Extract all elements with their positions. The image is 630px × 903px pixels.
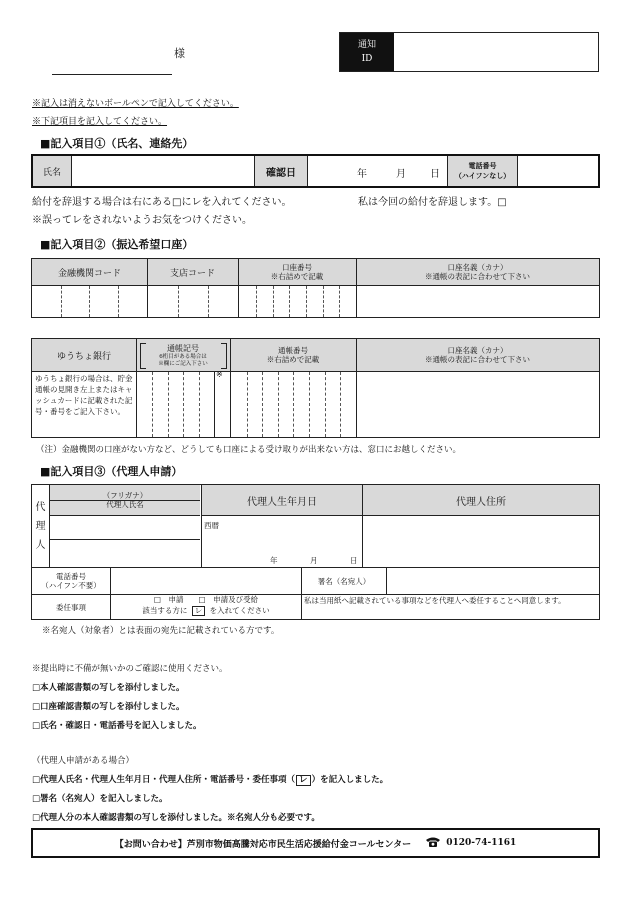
- signature-field[interactable]: [387, 568, 599, 594]
- bank-account-table: [31, 258, 600, 318]
- delegation-label: 委任事項: [32, 595, 111, 619]
- checklist-intro: ※提出時に不備が無いかのご確認に使用ください。: [32, 664, 228, 674]
- recipient-area: [52, 40, 185, 75]
- digit-divider: [89, 286, 90, 317]
- digit-divider: [214, 372, 215, 437]
- delegation-hint-b: を入れてください: [209, 605, 270, 615]
- agent-address-header: 代理人住所: [362, 485, 599, 516]
- confirm-date-label: 確認日: [254, 156, 308, 186]
- phone-label-2: （ハイフンなし）: [454, 171, 511, 180]
- passbook-number-field[interactable]: [231, 372, 356, 437]
- digit-divider: [309, 372, 310, 437]
- sama-label: 様: [174, 47, 185, 60]
- notice-id-field[interactable]: [396, 33, 598, 71]
- digit-divider: [247, 372, 248, 437]
- signature-label: 署名（名宛人）: [302, 568, 387, 594]
- agent-phone-field[interactable]: [111, 568, 302, 594]
- furigana-divider: [50, 500, 200, 501]
- digit-divider: [208, 286, 209, 317]
- month-unit: 月: [396, 169, 406, 180]
- account-name-header-2: ※通帳の表記に合わせて下さい: [425, 272, 530, 281]
- passbook-symbol-label: 通帳記号: [167, 344, 199, 354]
- yucho-account-name-header-1: 口座名義（カナ）: [447, 346, 508, 355]
- agent-checklist-item-1-b: ）を記入しました。: [311, 775, 389, 785]
- phone-label-1: 電話番号: [468, 161, 497, 171]
- birth-month-unit: 月: [310, 556, 318, 565]
- agent-vertical-char: 代: [35, 501, 46, 513]
- section3-title: ■記入項目③（代理人申請）: [40, 465, 183, 478]
- account-number-header-2: ※右詰めで記載: [270, 272, 324, 281]
- passbook-number-header-2: ※右詰めで記載: [266, 355, 320, 364]
- birth-day-unit: 日: [350, 556, 358, 565]
- agent-checklist-check-mark: レ: [296, 775, 311, 786]
- agent-checklist-item-1-a: □代理人氏名・代理人生年月日・代理人住所・電話番号・委任事項（: [32, 775, 296, 785]
- notice-id-label-1: 通知: [357, 39, 376, 50]
- yucho-account-name-field[interactable]: [357, 372, 599, 437]
- yucho-note: ゆうちょ銀行の場合は、貯金通帳の見開き左上またはキャッシュカードに記載された記号・番号をご記入下さい。: [35, 374, 133, 416]
- agent-vertical-label: [32, 485, 50, 567]
- digit-divider: [289, 286, 290, 317]
- decline-instruction: 給付を辞退する場合は右にある□にレを入れてください。: [32, 197, 292, 208]
- digit-divider: [340, 372, 341, 437]
- section2-footnote: （注）金融機関の口座がない方など、どうしても口座による受け取りが出来ない方は、窓口にお越しください。: [36, 445, 462, 455]
- bracket-right: [221, 343, 227, 369]
- checklist-item[interactable]: □本人確認書類の写しを添付しました。: [32, 683, 185, 693]
- digit-divider: [293, 372, 294, 437]
- note-2: ※下記項目を記入してください。: [32, 117, 168, 127]
- passbook-symbol-field[interactable]: [137, 372, 230, 437]
- note-1: ※記入は消えないボールペンで記入してください。: [32, 99, 239, 109]
- agent-name-field[interactable]: [50, 540, 200, 567]
- agent-phone-label-2: （ハイフン不要）: [41, 581, 101, 590]
- account-name-header: [356, 259, 599, 285]
- phone-icon: [425, 836, 441, 851]
- account-name-field[interactable]: [357, 286, 599, 317]
- yucho-account-name-header: [356, 339, 599, 371]
- day-unit: 日: [430, 169, 440, 180]
- account-number-header-1: 口座番号: [282, 263, 312, 272]
- year-unit: 年: [357, 169, 367, 180]
- digit-divider: [273, 286, 274, 317]
- digit-divider: [323, 286, 324, 317]
- contact-phone[interactable]: 0120-74-1161: [446, 838, 517, 848]
- agent-birth-field[interactable]: [201, 516, 362, 567]
- agent-vertical-char: 人: [35, 539, 46, 551]
- yucho-bank-header: ゆうちょ銀行: [56, 351, 111, 362]
- branch-code-field[interactable]: [148, 286, 238, 317]
- bank-code-header: 金融機関コード: [57, 268, 121, 279]
- name-label: 氏名: [33, 156, 72, 186]
- notice-id-label-2: ID: [361, 54, 373, 64]
- digit-divider: [306, 286, 307, 317]
- checklist-item[interactable]: □氏名・確認日・電話番号を記入しました。: [32, 721, 202, 731]
- passbook-symbol-note-2: ※欄にご記入下さい: [158, 360, 208, 367]
- yucho-account-name-header-2: ※通帳の表記に合わせて下さい: [425, 355, 530, 364]
- birth-year-unit: 年: [270, 556, 278, 565]
- decline-caution: ※誤ってレをされないようお気をつけください。: [32, 215, 252, 226]
- bracket-left: [140, 343, 146, 369]
- decline-checkbox[interactable]: 私は今回の給付を辞退します。□: [358, 197, 507, 208]
- bank-code-field[interactable]: [32, 286, 147, 317]
- delegation-check-mark: レ: [192, 606, 206, 616]
- delegation-hint-a: 該当する方に: [142, 605, 188, 615]
- agent-name-label: 代理人氏名: [106, 500, 144, 509]
- agent-checklist-intro: （代理人申請がある場合）: [32, 756, 135, 766]
- delegation-options-line-2: [111, 606, 301, 617]
- digit-divider: [199, 372, 200, 437]
- phone-icon-svg: [425, 836, 441, 848]
- yucho-table: [31, 338, 600, 438]
- delegation-options[interactable]: [111, 595, 302, 619]
- agent-checklist-item-1[interactable]: [32, 773, 388, 786]
- account-number-field[interactable]: [239, 286, 356, 317]
- digit-divider: [262, 372, 263, 437]
- contact-text: 【お問い合わせ】芦別市物価高騰対応市民生活応援給付金コールセンター: [114, 839, 412, 850]
- digit-divider: [278, 372, 279, 437]
- section1-table: [31, 154, 600, 188]
- furigana-label: （フリガナ）: [102, 491, 148, 500]
- agent-checklist-item-2[interactable]: □署名（名宛人）を記入しました。: [32, 794, 168, 804]
- phone-field[interactable]: [517, 156, 598, 186]
- name-field[interactable]: [72, 156, 254, 186]
- account-number-header: [238, 259, 356, 285]
- agent-furigana-field[interactable]: [50, 516, 200, 540]
- digit-divider: [152, 372, 153, 437]
- section2-title: ■記入項目②（振込希望口座）: [40, 238, 194, 251]
- section3-note: ※名宛人（対象者）とは表面の宛先に記載されている方です。: [42, 626, 280, 636]
- checklist-item[interactable]: □口座確認書類の写しを添付しました。: [32, 702, 185, 712]
- confirm-date-field[interactable]: [307, 156, 447, 186]
- phone-label: [447, 156, 518, 186]
- delegation-consent: 私は当用紙へ記載されている事項などを代理人へ委任することへ同意します。: [304, 596, 566, 605]
- digit-divider: [256, 286, 257, 317]
- agent-checklist-item-3[interactable]: □代理人分の本人確認書類の写しを添付しました。※名宛人分も必要です。: [32, 813, 320, 823]
- notice-id-label: [340, 33, 394, 71]
- delegation-options-line-1[interactable]: □ 申請 □ 申請及び受給: [153, 595, 259, 604]
- agent-phone-label: [32, 568, 111, 594]
- passbook-symbol-note-1: 6桁目がある場合は: [159, 354, 207, 361]
- branch-code-header: 支店コード: [169, 268, 215, 279]
- notice-id-box: [339, 32, 599, 72]
- passbook-symbol-header: [136, 339, 230, 371]
- agent-address-field[interactable]: [362, 516, 599, 567]
- agent-table: [31, 484, 600, 620]
- agent-phone-label-1: 電話番号: [56, 572, 86, 581]
- digit-divider: [168, 372, 169, 437]
- digit-divider: [325, 372, 326, 437]
- digit-divider: [118, 286, 119, 317]
- passbook-number-header-1: 通帳番号: [278, 346, 308, 355]
- digit-divider: [61, 286, 62, 317]
- digit-divider: [339, 286, 340, 317]
- digit-divider: [183, 372, 184, 437]
- section1-title: ■記入項目①（氏名、連絡先）: [40, 137, 194, 150]
- star-mark: ※: [216, 370, 223, 379]
- contact-box: [31, 828, 600, 858]
- account-name-header-1: 口座名義（カナ）: [447, 263, 508, 272]
- digit-divider: [178, 286, 179, 317]
- agent-birth-header: 代理人生年月日: [201, 485, 362, 516]
- passbook-number-header: [230, 339, 356, 371]
- seireki-label: 西暦: [204, 521, 219, 530]
- agent-vertical-char: 理: [35, 520, 46, 532]
